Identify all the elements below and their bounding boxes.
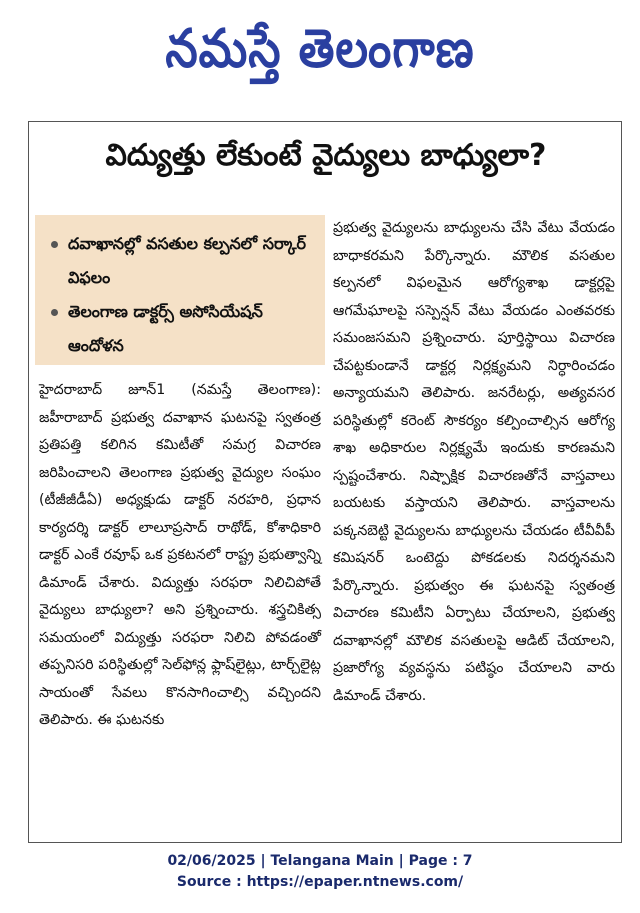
footer-publication-info: 02/06/2025 | Telangana Main | Page : 7 <box>167 853 473 869</box>
highlights-box <box>35 215 325 365</box>
bullet-icon <box>51 309 58 316</box>
masthead-title: నమస్తే తెలంగాణ <box>165 17 475 80</box>
news-clipping <box>28 121 622 843</box>
highlight-item <box>51 227 315 295</box>
article-column-left <box>39 377 321 735</box>
article-headline: విద్యుత్తు లేకుంటే వైద్యులు బాధ్యులా? <box>105 138 547 173</box>
highlight-text: దవాఖానల్లో వసతుల కల్పనలో సర్కార్ విఫలం <box>68 234 307 287</box>
highlight-text: తెలంగాణ డాక్టర్స్ అసోసియేషన్ ఆందోళన <box>68 302 263 355</box>
masthead <box>0 0 640 110</box>
highlight-item <box>51 295 315 363</box>
bullet-icon <box>51 241 58 248</box>
article-body-right: ప్రభుత్వ వైద్యులను బాధ్యులను చేసి వేటు వేయడం బాధాకరమని పేర్కొన్నారు. మౌలిక వసతుల కల్పనలో విఫలమైన ఆరోగ్యశాఖ డాక్టర్లపై ఆగమేఘాలపై సస్పెన్షన్ వేటు వేయడం ఎంతవరకు సమంజసమని ప్రశ్నించారు. పూర్తిస్థాయి విచారణ చేపట్టకుండానే డాక్టర్ల నిర్లక్ష్యమని నిర్ధారించడం అన్యాయమని తెలిపారు. జనరేటర్లు, అత్యవసర పరిస్థితుల్లో కరెంట్ సౌకర్యం కల్పించాల్సిన ఆరోగ్య శాఖ అధికారుల నిర్లక్ష్యమే ఇందుకు కారణమని స్పష్టంచేశారు. నిష్పాక్షిక విచారణతోనే వాస్తవాలు బయటకు వస్తాయని తెలిపారు. వాస్తవాలను పక్కనబెట్టి వైద్యులను బాధ్యులను చేయడం టీవీవీపీ కమిషనర్ ఒంటెద్దు పోకడలకు నిదర్శనమని పేర్కొన్నారు. ప్రభుత్వం ఈ ఘటనపై స్వతంత్ర విచారణ కమిటీని ఏర్పాటు చేయాలని, ప్రభుత్వ దవాఖానల్లో మౌలిక వసతులపై ఆడిట్ చేయాలని, ప్రజారోగ్య వ్యవస్థను పటిష్ఠం చేయాలని వారు డిమాండ్ చేశారు. <box>333 220 615 704</box>
footer-source: Source : https://epaper.ntnews.com/ <box>176 874 464 890</box>
article-column-right <box>333 215 615 710</box>
article-body-left: హైదరాబాద్ జూన్1 (నమస్తే తెలంగాణ): జహీరాబాద్ ప్రభుత్వ దవాఖాన ఘటనపై స్వతంత్ర ప్రతిపత్తి కలిగిన కమిటీతో సమగ్ర విచారణ జరిపించాలని తెలంగాణ ప్రభుత్వ వైద్యుల సంఘం (టీజీజీడీఏ) అధ్యక్షుడు డాక్టర్ నరహరి, ప్రధాన కార్యదర్శి డాక్టర్ లాలూప్రసాద్ రాథోడ్, కోశాధికారి డాక్టర్ ఎంకే రవూఫ్ ఒక ప్రకటనలో రాష్ట్ర ప్రభుత్వాన్ని డిమాండ్ చేశారు. విద్యుత్తు సరఫరా నిలిచిపోతే వైద్యులు బాధ్యులా? అని ప్రశ్నించారు. శస్త్రచికిత్స సమయంలో విద్యుత్తు సరఫరా నిలిచి పోవడంతో తప్పనిసరి పరిస్థితుల్లో సెల్‌ఫోన్ల ఫ్లాష్‌లైట్లు, టార్చ్‌లైట్ల సాయంతో సేవలు కొనసాగించాల్సి వచ్చిందని తెలిపారు. ఈ ఘటనకు <box>39 382 321 728</box>
